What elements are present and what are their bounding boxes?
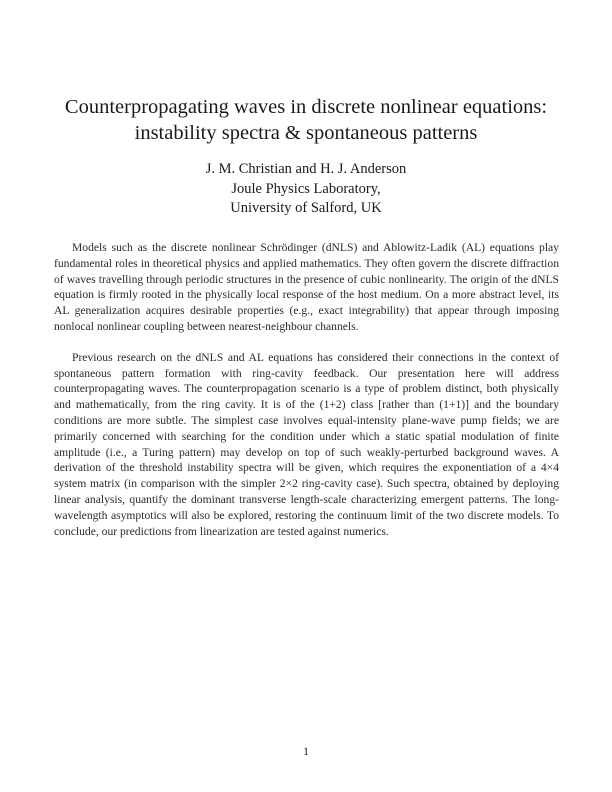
- page-number: 1: [303, 744, 309, 758]
- author-block: [40, 160, 572, 219]
- affiliation-university: University of Salford, UK: [230, 200, 382, 216]
- affiliation-lab: Joule Physics Laboratory,: [231, 180, 381, 197]
- paper-title-line-1: Counterpropagating waves in discrete nonlinear equations:: [64, 96, 548, 118]
- abstract-paragraph-1: Models such as the discrete nonlinear Schrödinger (dNLS) and Ablowitz-Ladik (AL) equations play fundamental roles in theoretical physics and applied mathematics. They often govern the discrete diffraction of waves travelling through periodic structures in the presence of cubic nonlinearity. The origin of the dNLS equation is firmly rooted in the physically local response of the host medium. On a more abstract level, its AL generalization acquires desirable properties (e.g., exact integrability) that appear through imposing nonlocal nonlinear coupling between nearest-neighbour channels.: [54, 241, 559, 333]
- abstract-paragraph-2: Previous research on the dNLS and AL equations has considered their connections in the context of spontaneous pattern formation with ring-cavity feedback. Our presentation here will address counterpropagating waves. The counterpropagation scenario is a type of problem distinct, both physically and mathematically, from the ring cavity. It is of the (1+2) class [rather than (1+1)] and the boundary conditions are more subtle. The simplest case involves equal-intensity plane-wave pump fields; we are primarily concerned with searching for the condition under which a static spatial modulation of finite amplitude (i.e., a Turing pattern) may develop on top of such weakly-perturbed background waves. A derivation of the threshold instability spectra will be given, which requires the exponentiation of a 4×4 system matrix (in comparison with the simpler 2×2 ring-cavity case). Such spectra, obtained by deploying linear analysis, quantify the dominant transverse length-scale characterizing emergent patterns. The long-wavelength asymptotics will also be explored, restoring the continuum limit of the two discrete models. To conclude, our predictions from linearization are tested against numerics.: [54, 350, 559, 538]
- paper-title: [40, 94, 572, 146]
- paper-title-line-2: instability spectra & spontaneous patterns: [134, 122, 478, 144]
- abstract: [54, 240, 559, 539]
- author-names: J. M. Christian and H. J. Anderson: [205, 161, 407, 177]
